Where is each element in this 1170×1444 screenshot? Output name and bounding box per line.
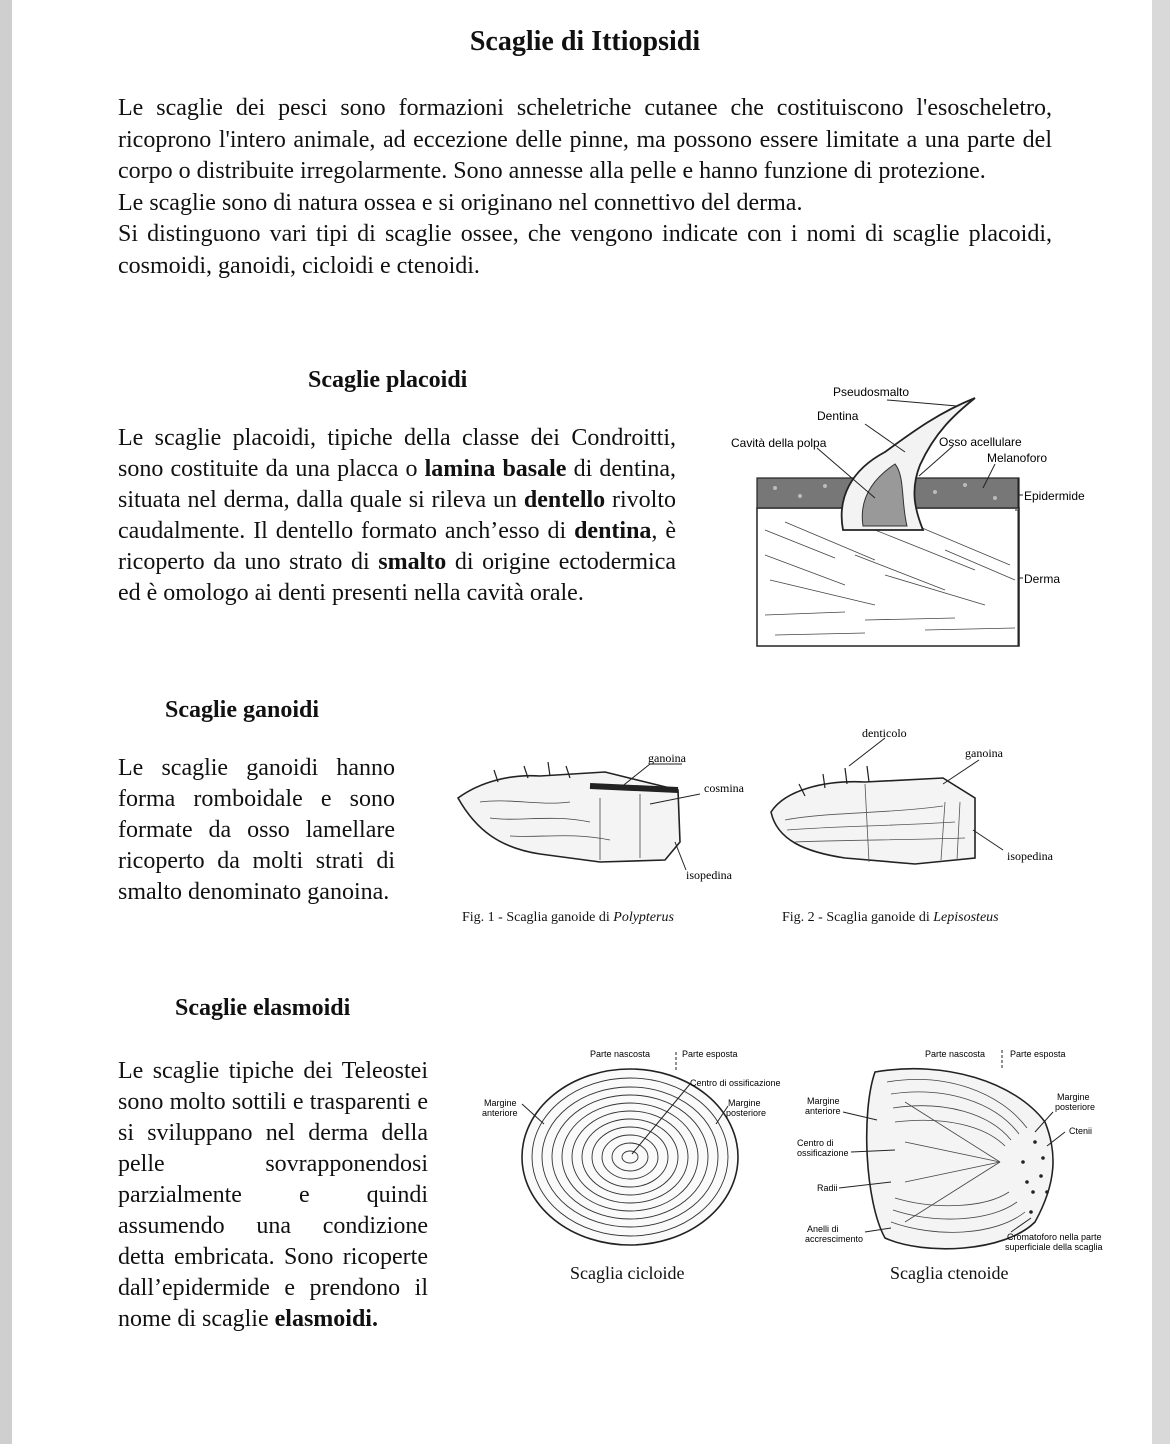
placoidi-text-3: rivolto caudalmente. Il dentello formato anch’esso di bbox=[118, 487, 676, 544]
cycloid-scale-figure bbox=[470, 1042, 790, 1267]
placoidi-text-1: Le scaglie placoidi, tipiche della classe dei Condroitti, sono costituite da una placca o bbox=[118, 425, 676, 482]
label-dentina: Dentina bbox=[817, 409, 859, 423]
label-derma: Derma bbox=[1024, 572, 1061, 586]
placoidi-bold-3: dentina bbox=[574, 518, 652, 544]
caption-ctenoide: Scaglia ctenoide bbox=[890, 1263, 1009, 1283]
label-melanoforo: Melanoforo bbox=[987, 451, 1048, 465]
ctenoid-label-nascosta: Parte nascosta bbox=[925, 1049, 986, 1059]
placoidi-bold-1: lamina basale bbox=[424, 456, 567, 482]
intro-p1: Le scaglie dei pesci sono formazioni scheletriche cutanee che costituiscono l'esoscheletro, ricoprono l'intero animale, ad eccezione delle pinne, ma possono essere limitate a una parte del corpo o distribuite irregolarmente. Sono annesse alla pelle e hanno funzione di protezione. bbox=[118, 95, 1052, 184]
label-cavita-polpa: Cavità della polpa bbox=[731, 436, 827, 450]
label-cosmina: cosmina bbox=[704, 781, 744, 795]
polypterus-scale bbox=[458, 772, 680, 862]
placoidi-text-5: di origine ectodermica ed è omologo ai denti presenti nella cavità orale. bbox=[118, 549, 677, 606]
ctenoid-label-margine-post-2: posteriore bbox=[1055, 1102, 1096, 1112]
cycloid-label-nascosta: Parte nascosta bbox=[590, 1049, 651, 1059]
intro-paragraph bbox=[118, 93, 1052, 282]
label-ganoina-1: ganoina bbox=[648, 751, 686, 765]
placoid-scale-figure bbox=[725, 380, 1105, 655]
ctenoid-label-cromatoforo-1: Cromatoforo nella parte bbox=[1007, 1232, 1102, 1242]
caption-fig1-genus: Polypterus bbox=[613, 910, 674, 925]
caption-cicloide: Scaglia cicloide bbox=[570, 1263, 685, 1283]
ctenoid-label-margine-post-1: Margine bbox=[1057, 1092, 1090, 1102]
intro-p3: Si distinguono vari tipi di scaglie ossee, che vengono indicate con i nomi di scaglie placoidi, cosmoidi, ganoidi, cicloidi e ctenoidi. bbox=[118, 221, 1052, 279]
lepisosteus-scale bbox=[771, 778, 975, 864]
cycloid-label-margine-post-2: posteriore bbox=[726, 1108, 767, 1118]
elasmoidi-text-1: Le scaglie tipiche dei Teleostei sono molto sottili e trasparenti e si sviluppano nel derma della pelle sovrapponendosi parzialmente e quindi assumendo una condizione detta embricata. Sono ricoperte dall’epidermide e prendono il nome di scaglie bbox=[118, 1058, 428, 1332]
caption-fig2-genus: Lepisosteus bbox=[933, 910, 999, 925]
cycloid-label-esposta: Parte esposta bbox=[682, 1049, 738, 1059]
label-epidermide: Epidermide bbox=[1024, 489, 1085, 503]
text-elasmoidi bbox=[118, 1056, 428, 1335]
label-isopedina-1: isopedina bbox=[686, 868, 732, 882]
ctenoid-label-anelli-2: accrescimento bbox=[805, 1234, 864, 1244]
page-left-border bbox=[0, 0, 12, 1444]
heading-ganoidi: Scaglie ganoidi bbox=[165, 697, 320, 723]
lepisosteus-scale-figure bbox=[765, 722, 1075, 892]
page-right-border bbox=[1152, 0, 1170, 1444]
label-isopedina-2: isopedina bbox=[1007, 849, 1053, 863]
caption-fig1-prefix: Fig. 1 - Scaglia ganoide di bbox=[462, 910, 614, 925]
placoidi-bold-4: smalto bbox=[378, 549, 447, 575]
ctenoid-label-ctenii: Ctenii bbox=[1069, 1126, 1093, 1136]
caption-fig2-prefix: Fig. 2 - Scaglia ganoide di bbox=[782, 910, 934, 925]
ctenoid-label-esposta: Parte esposta bbox=[1010, 1049, 1066, 1059]
cycloid-label-margine-post-1: Margine bbox=[728, 1098, 761, 1108]
intro-p2: Le scaglie sono di natura ossea e si originano nel connettivo del derma. bbox=[118, 189, 803, 216]
caption-fig2 bbox=[782, 910, 999, 926]
ctenoid-scale-figure bbox=[795, 1042, 1115, 1267]
ctenoid-label-centro-1: Centro di bbox=[797, 1138, 834, 1148]
ganoina-layer-1 bbox=[590, 786, 678, 790]
polypterus-scale-figure bbox=[450, 742, 760, 887]
placoidi-text-4: , è ricoperto da uno strato di bbox=[118, 518, 676, 575]
cycloid-label-margine-ant-2: anteriore bbox=[482, 1108, 518, 1118]
label-osso-acellulare: Osso acellulare bbox=[939, 435, 1022, 449]
ctenoid-label-radii: Radii bbox=[817, 1183, 838, 1193]
cycloid-label-centro: Centro di ossificazione bbox=[690, 1078, 781, 1088]
cycloid-rings bbox=[522, 1069, 738, 1245]
ctenoid-label-margine-ant-1: Margine bbox=[807, 1096, 840, 1106]
ctenoid-label-cromatoforo-2: superficiale della scaglia bbox=[1005, 1242, 1103, 1252]
text-placoidi bbox=[118, 423, 676, 609]
label-ganoina-2: ganoina bbox=[965, 746, 1003, 760]
caption-fig1 bbox=[462, 910, 674, 926]
ctenoid-label-centro-2: ossificazione bbox=[797, 1148, 849, 1158]
heading-placoidi: Scaglie placoidi bbox=[308, 367, 468, 393]
elasmoidi-bold-1: elasmoidi. bbox=[274, 1306, 378, 1332]
label-pseudosmalto: Pseudosmalto bbox=[833, 385, 910, 399]
cycloid-label-margine-ant-1: Margine bbox=[484, 1098, 517, 1108]
heading-elasmoidi: Scaglie elasmoidi bbox=[175, 995, 351, 1021]
label-denticolo: denticolo bbox=[862, 726, 907, 740]
text-ganoidi: Le scaglie ganoidi hanno forma romboidale e sono formate da osso lamellare ricoperto da molti strati di smalto denominato ganoina. bbox=[118, 755, 395, 905]
ctenoid-label-margine-ant-2: anteriore bbox=[805, 1106, 841, 1116]
ctenoid-label-anelli-1: Anelli di bbox=[807, 1224, 839, 1234]
placoidi-bold-2: dentello bbox=[523, 487, 606, 513]
page-title: Scaglie di Ittiopsidi bbox=[469, 26, 701, 57]
placoidi-text-2: di dentina, situata nel derma, dalla quale si rileva un bbox=[118, 456, 677, 513]
